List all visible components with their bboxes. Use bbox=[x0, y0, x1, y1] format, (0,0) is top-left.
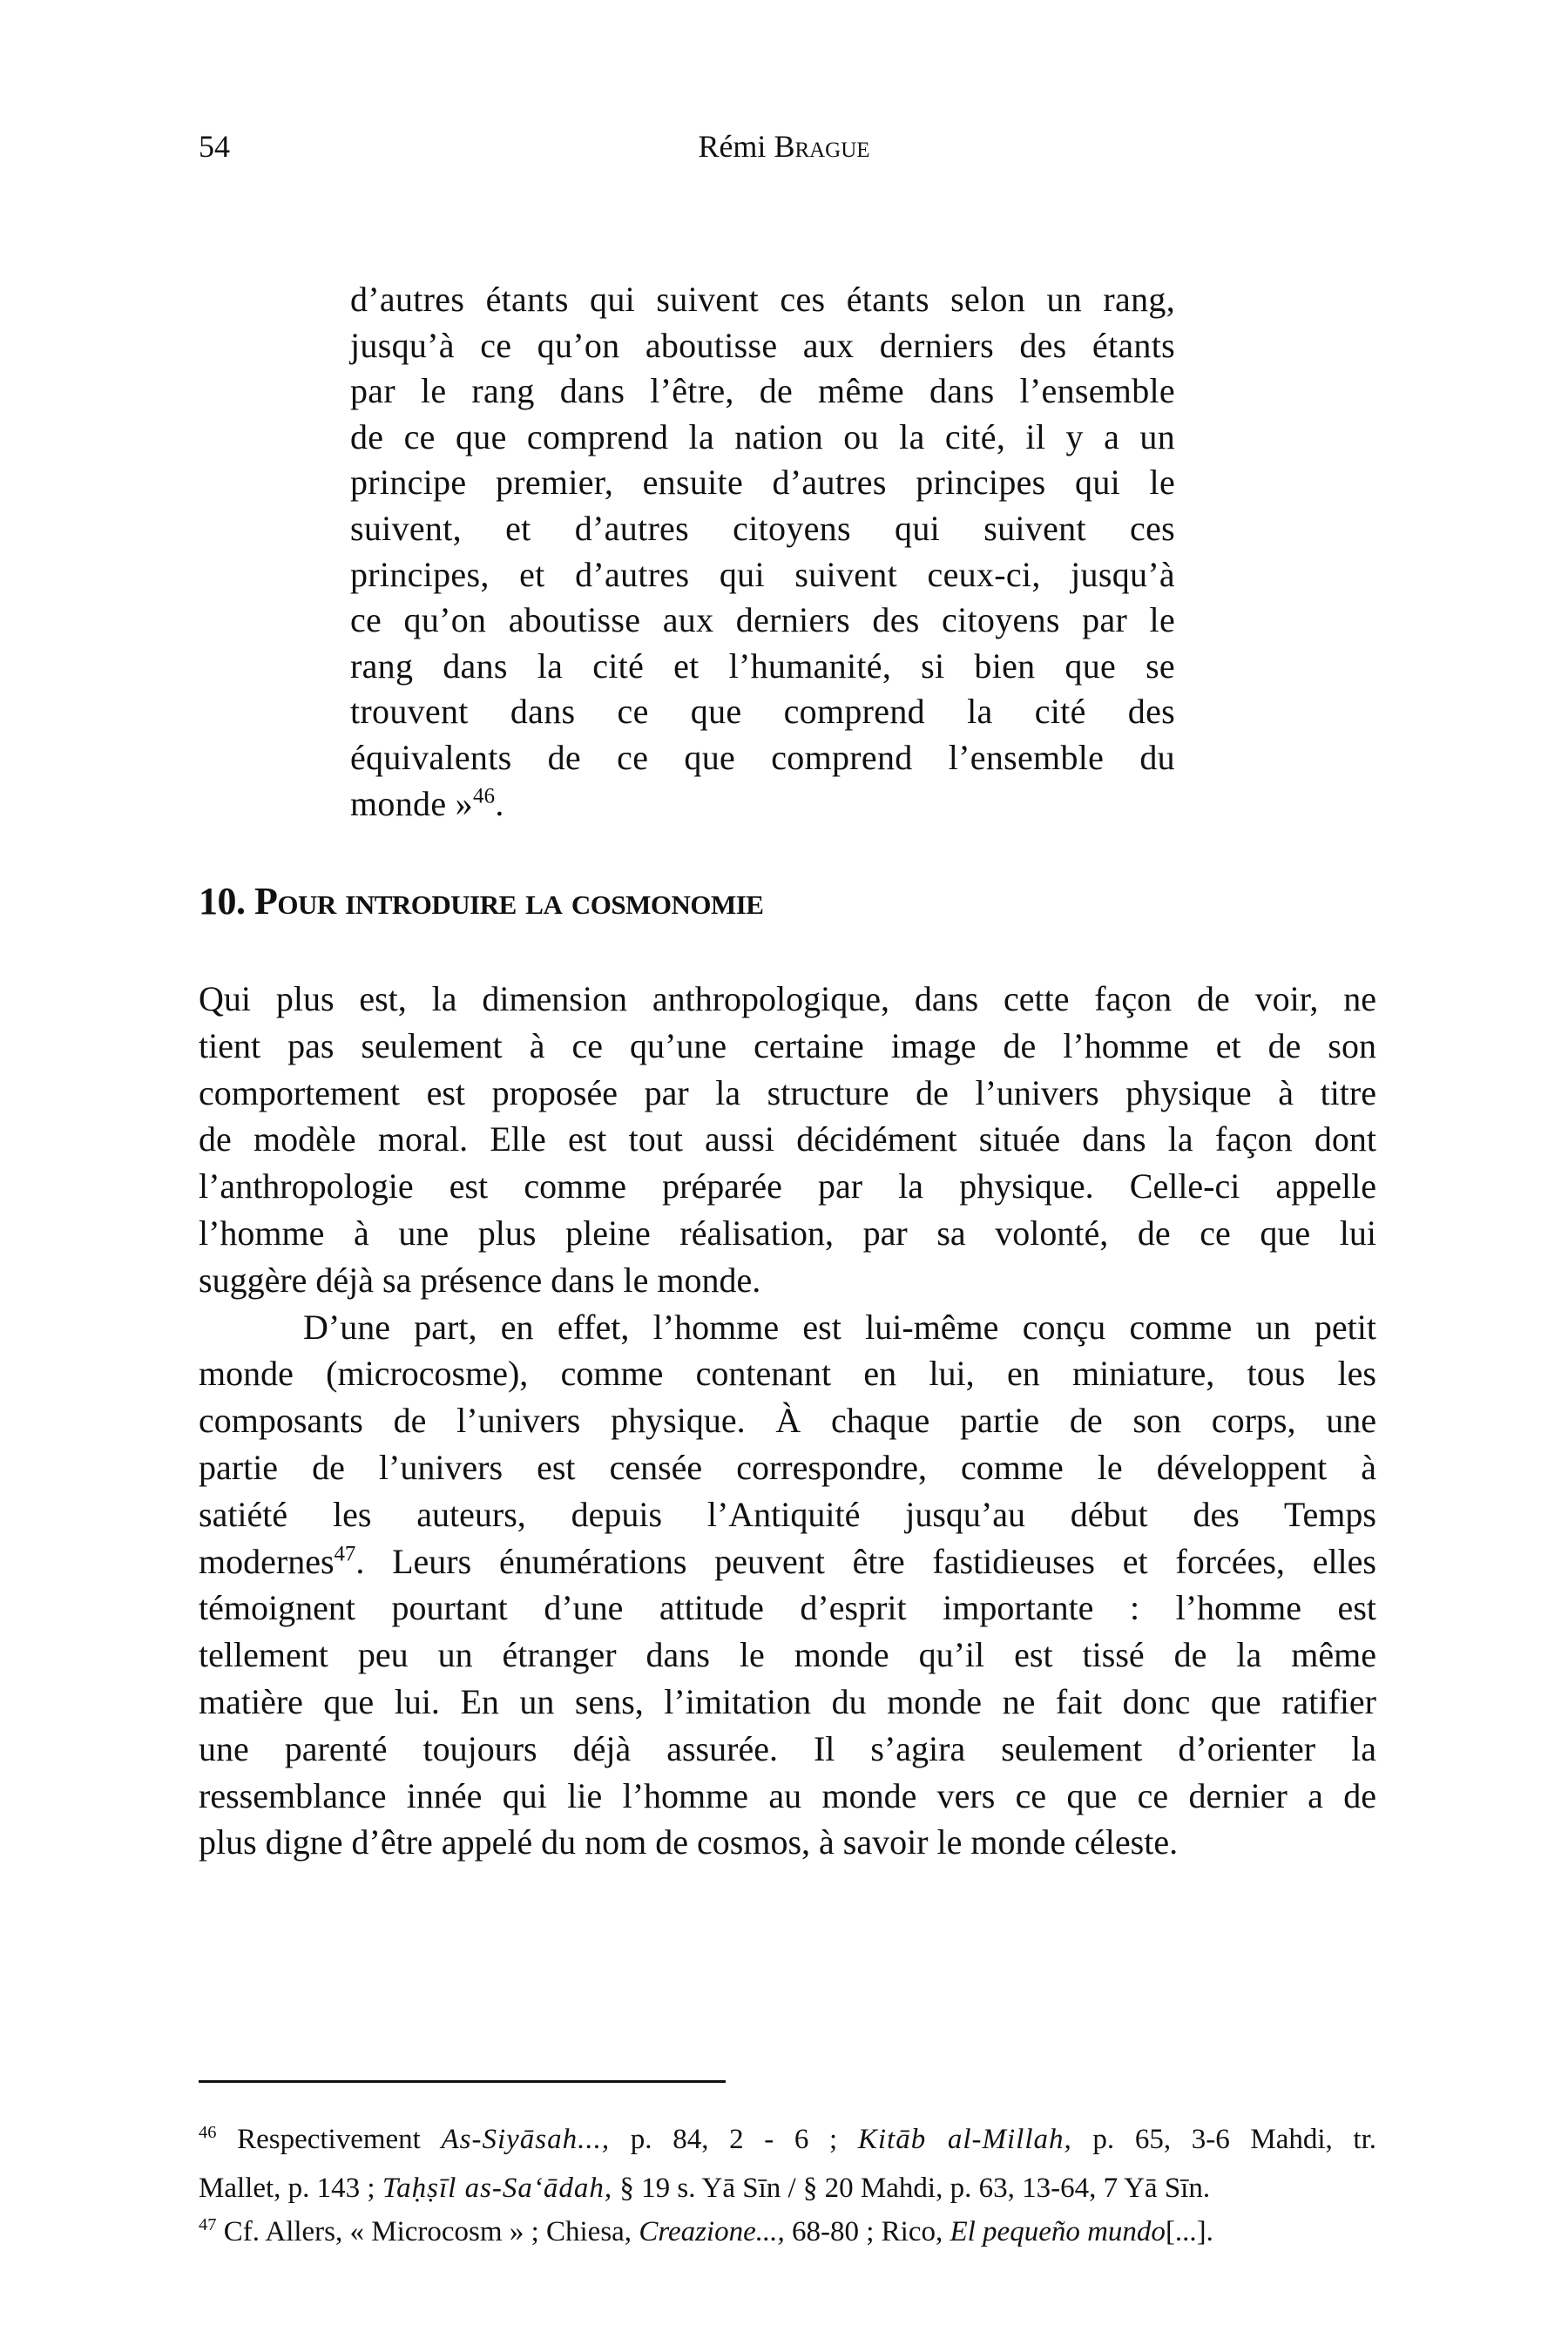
body-line: l’anthropologie est comme préparée par la physique. Celle-ci appelle bbox=[199, 1166, 1376, 1206]
quote-last-punct: . bbox=[495, 783, 504, 823]
quote-line: principes, et d’autres qui suivent ceux-ci, jusqu’à bbox=[350, 554, 1175, 594]
footnote-ref-47[interactable]: 47 bbox=[334, 1542, 356, 1566]
body-text-segment: . Leurs énumérations peuvent être fastidieuses et forcées, elles bbox=[355, 1541, 1376, 1581]
footnote-text: Cf. Allers, « Microcosm » ; Chiesa, bbox=[216, 2216, 639, 2247]
body-text-segment: modernes bbox=[199, 1541, 335, 1581]
body-line: partie de l’univers est censée correspondre, comme le développent à bbox=[199, 1447, 1376, 1487]
body-line: plus digne d’être appelé du nom de cosmos, à savoir le monde céleste. bbox=[199, 1822, 1179, 1862]
quote-line: ce qu’on aboutisse aux derniers des citoyens par le bbox=[350, 600, 1175, 640]
body-line: tient pas seulement à ce qu’une certaine image de l’homme et de son bbox=[199, 1025, 1376, 1065]
footnote-text: Mallet, p. 143 ; bbox=[199, 2173, 382, 2204]
section-title: Pour introduire la cosmonomie bbox=[254, 880, 764, 923]
quote-last-text: monde » bbox=[350, 783, 473, 823]
work-title: Creazione..., bbox=[639, 2216, 785, 2247]
work-title: Taḥṣīl as-Sa‘ādah, bbox=[382, 2173, 613, 2204]
footnote-46-line-1 bbox=[199, 2115, 1376, 2164]
body-line: de modèle moral. Elle est tout aussi décidément située dans la façon dont bbox=[199, 1119, 1376, 1159]
work-title: El pequeño mundo bbox=[950, 2216, 1166, 2247]
quote-line bbox=[350, 781, 1175, 828]
quote-line: par le rang dans l’être, de même dans l’ensemble bbox=[350, 371, 1175, 411]
footnote-text: p. 65, 3-6 Mahdi, tr. bbox=[1071, 2124, 1376, 2155]
quote-line: équivalents de ce que comprend l’ensemble du bbox=[350, 737, 1175, 777]
work-title: Kitāb al-Millah, bbox=[857, 2124, 1072, 2155]
body-line: l’homme à une plus pleine réalisation, par sa volonté, de ce que lui bbox=[199, 1213, 1376, 1253]
footnote-ref-46[interactable]: 46 bbox=[472, 784, 496, 808]
block-quote bbox=[350, 277, 1175, 827]
footnotes bbox=[199, 2115, 1376, 2251]
footnote-text: [...]. bbox=[1165, 2216, 1213, 2247]
body-line: une parenté toujours déjà assurée. Il s’agira seulement d’orienter la bbox=[199, 1728, 1376, 1768]
quote-line: trouvent dans ce que comprend la cité des bbox=[350, 692, 1175, 732]
body-line: suggère déjà sa présence dans le monde. bbox=[199, 1260, 761, 1300]
footnote-text: p. 84, 2 - 6 ; bbox=[610, 2124, 858, 2155]
quote-line: suivent, et d’autres citoyens qui suivent ces bbox=[350, 508, 1175, 548]
footnote-text: § 19 s. Yā Sīn / § 20 Mahdi, p. 63, 13-64, 7 Yā Sīn. bbox=[612, 2173, 1211, 2204]
work-title: As-Siyāsah..., bbox=[441, 2124, 611, 2155]
body-line: satiété les auteurs, depuis l’Antiquité jusqu’au début des Temps bbox=[199, 1494, 1376, 1534]
body-line: comportement est proposée par la structure de l’univers physique à titre bbox=[199, 1072, 1376, 1112]
body-line: monde (microcosme), comme contenant en lui, en miniature, tous les bbox=[199, 1354, 1376, 1394]
body-line: matière que lui. En un sens, l’imitation du monde ne fait donc que ratifier bbox=[199, 1681, 1376, 1721]
body-line: D’une part, en effet, l’homme est lui-même conçu comme un petit bbox=[303, 1307, 1376, 1347]
running-head bbox=[0, 129, 1568, 164]
quote-line: principe premier, ensuite d’autres principes qui le bbox=[350, 463, 1175, 503]
author-last-name: Brague bbox=[774, 129, 870, 164]
footnote-47 bbox=[199, 2213, 1376, 2251]
body-text bbox=[199, 976, 1376, 1866]
author-first-name: Rémi bbox=[698, 129, 767, 164]
body-line: composants de l’univers physique. À chaque partie de son corps, une bbox=[199, 1401, 1376, 1441]
body-line bbox=[199, 1538, 1376, 1585]
body-line: tellement peu un étranger dans le monde qu’il est tissé de la même bbox=[199, 1635, 1376, 1675]
section-number: 10. bbox=[199, 880, 246, 923]
footnote-number-47: 47 bbox=[199, 2215, 217, 2234]
body-line: témoignent pourtant d’une attitude d’esprit importante : l’homme est bbox=[199, 1588, 1376, 1628]
page-number: 54 bbox=[199, 129, 230, 164]
quote-line: rang dans la cité et l’humanité, si bien que se bbox=[350, 645, 1175, 686]
quote-line: de ce que comprend la nation ou la cité, il y a un bbox=[350, 416, 1175, 456]
footnote-divider bbox=[199, 2080, 726, 2083]
quote-line: d’autres étants qui suivent ces étants selon un rang, bbox=[350, 280, 1175, 319]
footnote-text: 68-80 ; Rico, bbox=[784, 2216, 950, 2247]
footnote-number-46: 46 bbox=[199, 2123, 217, 2142]
footnote-text: Respectivement bbox=[216, 2124, 442, 2155]
body-line: ressemblance innée qui lie l’homme au monde vers ce que ce dernier a de bbox=[199, 1775, 1376, 1815]
body-line: Qui plus est, la dimension anthropologique, dans cette façon de voir, ne bbox=[199, 979, 1376, 1018]
footnote-46-line-2 bbox=[199, 2164, 1376, 2213]
section-heading bbox=[199, 880, 763, 923]
quote-line: jusqu’à ce qu’on aboutisse aux derniers des étants bbox=[350, 325, 1175, 365]
